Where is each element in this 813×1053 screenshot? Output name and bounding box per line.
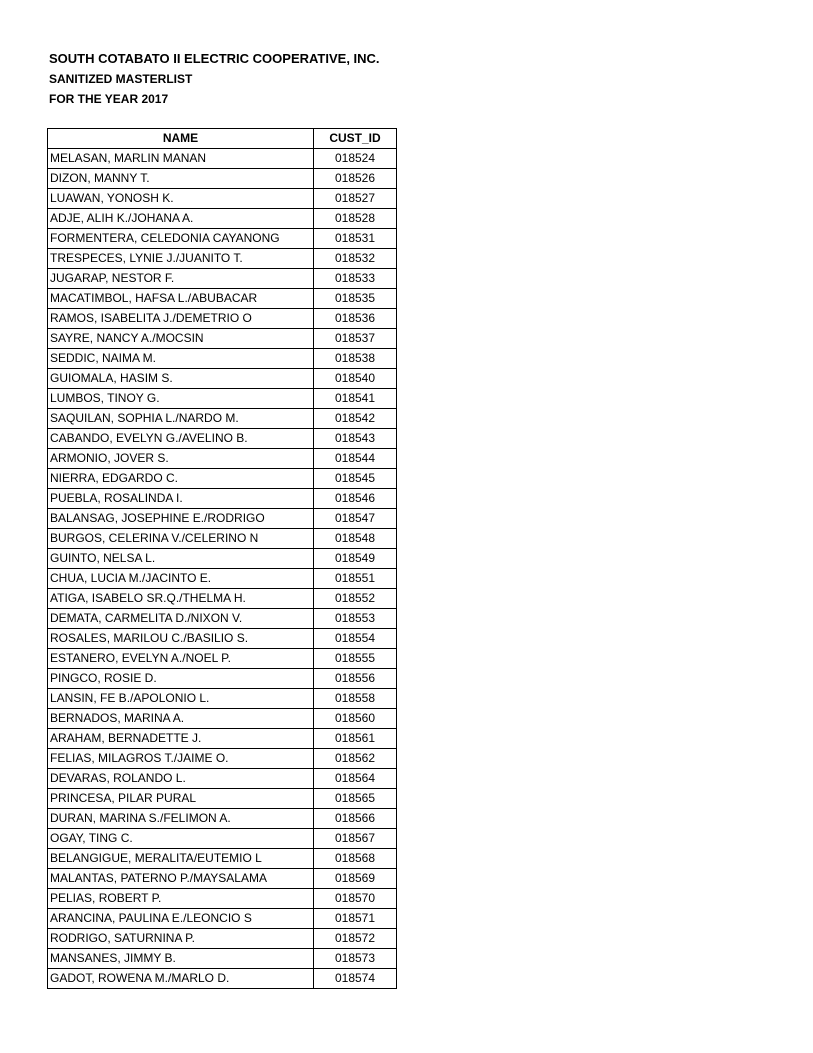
customer-id-cell: 018568 — [314, 849, 397, 869]
customer-id-cell: 018528 — [314, 209, 397, 229]
customer-id-cell: 018540 — [314, 369, 397, 389]
table-row — [48, 929, 397, 949]
customer-id-cell: 018526 — [314, 169, 397, 189]
table-row — [48, 829, 397, 849]
customer-id-cell: 018569 — [314, 869, 397, 889]
customer-id-cell: 018558 — [314, 689, 397, 709]
cooperative-title: SOUTH COTABATO II ELECTRIC COOPERATIVE, INC. — [49, 51, 380, 66]
year-line: FOR THE YEAR 2017 — [49, 92, 169, 106]
table-row — [48, 769, 397, 789]
table-row — [48, 629, 397, 649]
column-header-cust-id: CUST_ID — [314, 129, 397, 149]
table-row — [48, 729, 397, 749]
customer-id-cell: 018560 — [314, 709, 397, 729]
customer-id-cell: 018554 — [314, 629, 397, 649]
customer-name-cell: ESTANERO, EVELYN A./NOEL P. — [48, 649, 314, 669]
table-row — [48, 489, 397, 509]
customer-id-cell: 018570 — [314, 889, 397, 909]
customer-name-cell: ADJE, ALIH K./JOHANA A. — [48, 209, 314, 229]
customer-name-cell: MACATIMBOL, HAFSA L./ABUBACAR — [48, 289, 314, 309]
customer-name-cell: RAMOS, ISABELITA J./DEMETRIO O — [48, 309, 314, 329]
table-row — [48, 569, 397, 589]
column-header-name: NAME — [48, 129, 314, 149]
customer-name-cell: NIERRA, EDGARDO C. — [48, 469, 314, 489]
customer-id-cell: 018538 — [314, 349, 397, 369]
table-row — [48, 369, 397, 389]
customer-name-cell: PRINCESA, PILAR PURAL — [48, 789, 314, 809]
table-row — [48, 529, 397, 549]
customer-name-cell: LANSIN, FE B./APOLONIO L. — [48, 689, 314, 709]
table-row — [48, 409, 397, 429]
customer-name-cell: RODRIGO, SATURNINA P. — [48, 929, 314, 949]
table-row — [48, 289, 397, 309]
table-row — [48, 429, 397, 449]
customer-id-cell: 018544 — [314, 449, 397, 469]
customer-id-cell: 018532 — [314, 249, 397, 269]
customer-id-cell: 018536 — [314, 309, 397, 329]
customer-id-cell: 018552 — [314, 589, 397, 609]
table-row — [48, 809, 397, 829]
customer-name-cell: PELIAS, ROBERT P. — [48, 889, 314, 909]
customer-name-cell: ARANCINA, PAULINA E./LEONCIO S — [48, 909, 314, 929]
customer-id-cell: 018555 — [314, 649, 397, 669]
customer-name-cell: TRESPECES, LYNIE J./JUANITO T. — [48, 249, 314, 269]
customer-name-cell: PINGCO, ROSIE D. — [48, 669, 314, 689]
table-row — [48, 609, 397, 629]
customer-id-cell: 018564 — [314, 769, 397, 789]
table-row — [48, 309, 397, 329]
customer-name-cell: MELASAN, MARLIN MANAN — [48, 149, 314, 169]
document-header — [49, 49, 380, 109]
table-row — [48, 849, 397, 869]
customer-name-cell: SAQUILAN, SOPHIA L./NARDO M. — [48, 409, 314, 429]
masterlist-table — [47, 128, 397, 989]
customer-id-cell: 018574 — [314, 969, 397, 989]
customer-name-cell: DURAN, MARINA S./FELIMON A. — [48, 809, 314, 829]
customer-name-cell: ROSALES, MARILOU C./BASILIO S. — [48, 629, 314, 649]
table-row — [48, 249, 397, 269]
customer-id-cell: 018573 — [314, 949, 397, 969]
customer-name-cell: BURGOS, CELERINA V./CELERINO N — [48, 529, 314, 549]
table-row — [48, 969, 397, 989]
table-row — [48, 869, 397, 889]
customer-name-cell: PUEBLA, ROSALINDA I. — [48, 489, 314, 509]
table-row — [48, 389, 397, 409]
customer-id-cell: 018556 — [314, 669, 397, 689]
customer-id-cell: 018546 — [314, 489, 397, 509]
table-row — [48, 749, 397, 769]
table-row — [48, 189, 397, 209]
customer-id-cell: 018567 — [314, 829, 397, 849]
customer-name-cell: SEDDIC, NAIMA M. — [48, 349, 314, 369]
customer-name-cell: GADOT, ROWENA M./MARLO D. — [48, 969, 314, 989]
table-row — [48, 889, 397, 909]
customer-id-cell: 018571 — [314, 909, 397, 929]
table-row — [48, 909, 397, 929]
customer-name-cell: CHUA, LUCIA M./JACINTO E. — [48, 569, 314, 589]
customer-id-cell: 018551 — [314, 569, 397, 589]
table-row — [48, 509, 397, 529]
customer-id-cell: 018531 — [314, 229, 397, 249]
customer-id-cell: 018537 — [314, 329, 397, 349]
customer-id-cell: 018549 — [314, 549, 397, 569]
table-row — [48, 689, 397, 709]
customer-id-cell: 018541 — [314, 389, 397, 409]
table-row — [48, 349, 397, 369]
table-row — [48, 709, 397, 729]
masterlist-subtitle: SANITIZED MASTERLIST — [49, 72, 193, 86]
customer-id-cell: 018572 — [314, 929, 397, 949]
customer-name-cell: BERNADOS, MARINA A. — [48, 709, 314, 729]
table-row — [48, 209, 397, 229]
customer-name-cell: OGAY, TING C. — [48, 829, 314, 849]
customer-id-cell: 018548 — [314, 529, 397, 549]
customer-name-cell: MANSANES, JIMMY B. — [48, 949, 314, 969]
customer-name-cell: SAYRE, NANCY A./MOCSIN — [48, 329, 314, 349]
table-body — [48, 149, 397, 989]
customer-id-cell: 018562 — [314, 749, 397, 769]
customer-name-cell: BELANGIGUE, MERALITA/EUTEMIO L — [48, 849, 314, 869]
customer-name-cell: LUAWAN, YONOSH K. — [48, 189, 314, 209]
table-row — [48, 649, 397, 669]
customer-id-cell: 018566 — [314, 809, 397, 829]
customer-id-cell: 018547 — [314, 509, 397, 529]
table-row — [48, 229, 397, 249]
table-row — [48, 169, 397, 189]
customer-name-cell: CABANDO, EVELYN G./AVELINO B. — [48, 429, 314, 449]
customer-id-cell: 018565 — [314, 789, 397, 809]
table-row — [48, 669, 397, 689]
customer-name-cell: DIZON, MANNY T. — [48, 169, 314, 189]
customer-id-cell: 018542 — [314, 409, 397, 429]
table-row — [48, 949, 397, 969]
customer-id-cell: 018545 — [314, 469, 397, 489]
customer-id-cell: 018533 — [314, 269, 397, 289]
customer-name-cell: DEMATA, CARMELITA D./NIXON V. — [48, 609, 314, 629]
customer-name-cell: LUMBOS, TINOY G. — [48, 389, 314, 409]
customer-name-cell: JUGARAP, NESTOR F. — [48, 269, 314, 289]
customer-id-cell: 018527 — [314, 189, 397, 209]
customer-name-cell: BALANSAG, JOSEPHINE E./RODRIGO — [48, 509, 314, 529]
customer-id-cell: 018524 — [314, 149, 397, 169]
table-row — [48, 269, 397, 289]
customer-name-cell: ARMONIO, JOVER S. — [48, 449, 314, 469]
customer-name-cell: ATIGA, ISABELO SR.Q./THELMA H. — [48, 589, 314, 609]
customer-name-cell: GUINTO, NELSA L. — [48, 549, 314, 569]
customer-name-cell: DEVARAS, ROLANDO L. — [48, 769, 314, 789]
customer-name-cell: FORMENTERA, CELEDONIA CAYANONG — [48, 229, 314, 249]
customer-id-cell: 018543 — [314, 429, 397, 449]
table-row — [48, 589, 397, 609]
customer-id-cell: 018535 — [314, 289, 397, 309]
customer-name-cell: GUIOMALA, HASIM S. — [48, 369, 314, 389]
table-row — [48, 449, 397, 469]
table-row — [48, 469, 397, 489]
table-row — [48, 149, 397, 169]
customer-id-cell: 018553 — [314, 609, 397, 629]
customer-name-cell: MALANTAS, PATERNO P./MAYSALAMA — [48, 869, 314, 889]
customer-name-cell: ARAHAM, BERNADETTE J. — [48, 729, 314, 749]
table-header-row — [48, 129, 397, 149]
table-row — [48, 789, 397, 809]
table-row — [48, 549, 397, 569]
customer-id-cell: 018561 — [314, 729, 397, 749]
table-row — [48, 329, 397, 349]
customer-name-cell: FELIAS, MILAGROS T./JAIME O. — [48, 749, 314, 769]
